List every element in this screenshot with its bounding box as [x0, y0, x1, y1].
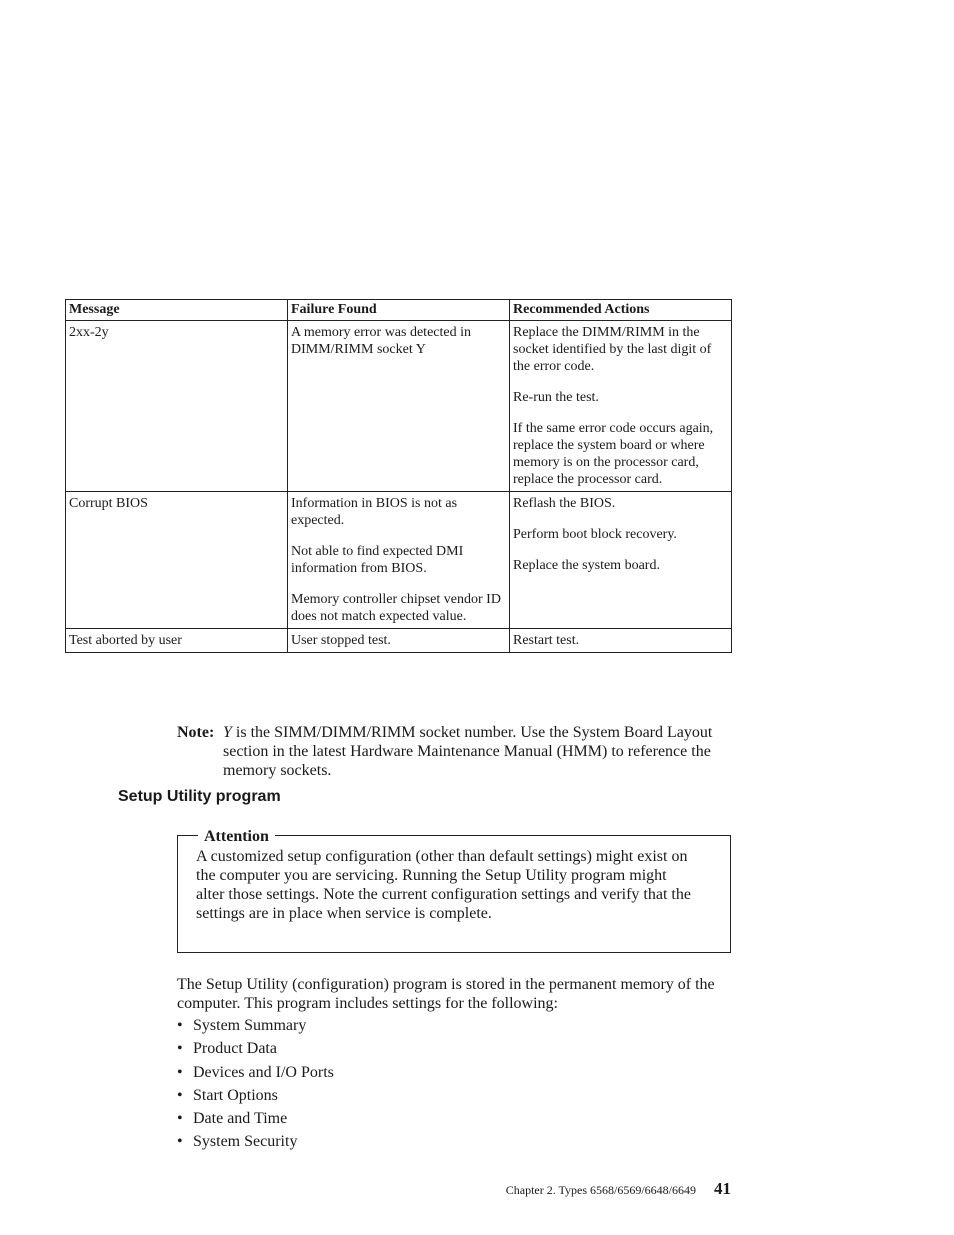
- attention-text: A customized setup configuration (other than default settings) might exist on the computer you are servicing. Running the Setup Utility program might alter those settings. Note the current configuration settings and verify that the settings are in place when service is complete.: [196, 848, 691, 922]
- table-header-row: [66, 300, 732, 321]
- cell-failure: A memory error was detected in DIMM/RIMM socket Y: [288, 321, 510, 492]
- list-item: • Start Options: [177, 1086, 278, 1104]
- page-number: 41: [714, 1179, 731, 1198]
- section-heading: Setup Utility program: [118, 788, 281, 805]
- attention-label: Attention: [198, 828, 275, 846]
- error-code-table: [65, 299, 732, 653]
- cell-actions: Reflash the BIOS. Perform boot block recovery. Replace the system board.: [510, 492, 732, 629]
- intro-paragraph: The Setup Utility (configuration) program is stored in the permanent memory of the computer. This program includes settings for the following:: [177, 976, 715, 1012]
- table-row: [66, 629, 732, 653]
- bullet: •: [177, 1086, 183, 1104]
- note-text: is the SIMM/DIMM/RIMM socket number. Use the System Board Layout section in the latest Hardware Maintenance Manual (HMM) to reference the memory sockets.: [223, 724, 713, 779]
- list-item: • Devices and I/O Ports: [177, 1063, 334, 1081]
- cell-message: Test aborted by user: [66, 629, 288, 653]
- list-item: • Product Data: [177, 1040, 277, 1058]
- cell-message: Corrupt BIOS: [66, 492, 288, 629]
- settings-list: [177, 1016, 334, 1156]
- bullet: •: [177, 1063, 183, 1081]
- page-footer: [506, 1180, 731, 1199]
- header-failure-found: Failure Found: [288, 300, 510, 321]
- bullet: •: [177, 1040, 183, 1058]
- note-italic-y: Y: [223, 724, 232, 741]
- cell-actions: Replace the DIMM/RIMM in the socket identified by the last digit of the error code. Re-run the test. If the same error code occurs again, replace the system board or where memory is on the processor card, replace the processor card.: [510, 321, 732, 492]
- cell-failure: User stopped test.: [288, 629, 510, 653]
- table-row: [66, 321, 732, 492]
- header-recommended-actions: Recommended Actions: [510, 300, 732, 321]
- bullet: •: [177, 1133, 183, 1151]
- cell-actions: Restart test.: [510, 629, 732, 653]
- bullet: •: [177, 1017, 183, 1034]
- bullet: •: [177, 1110, 183, 1128]
- chapter-title: Chapter 2. Types 6568/6569/6648/6649: [505, 1183, 696, 1197]
- header-message: Message: [66, 300, 288, 321]
- memory-socket-note: [177, 723, 737, 780]
- note-body: [223, 723, 737, 780]
- cell-failure: Information in BIOS is not as expected. Not able to find expected DMI information from BIOS. Memory controller chipset vendor ID does not match expected value.: [288, 492, 510, 629]
- list-item: • System Summary: [177, 1017, 307, 1034]
- list-item: • System Security: [177, 1133, 298, 1151]
- list-item: • Date and Time: [177, 1110, 288, 1128]
- attention-box: [177, 828, 731, 953]
- cell-message: 2xx-2y: [66, 321, 288, 492]
- table-row: [66, 492, 732, 629]
- note-label: Note:: [177, 724, 215, 741]
